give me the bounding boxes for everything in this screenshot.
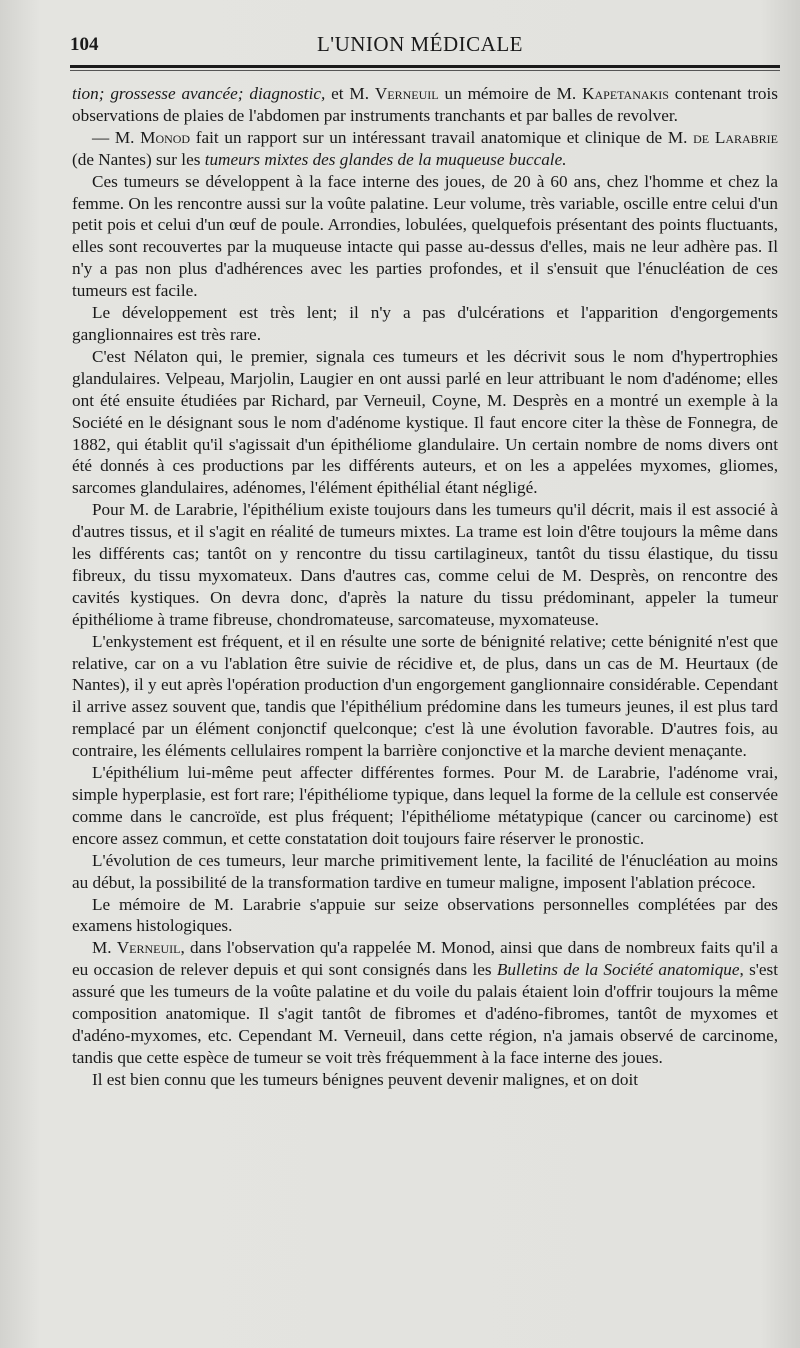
paragraph <box>72 1069 778 1091</box>
name-smallcaps: Verneuil <box>374 84 439 103</box>
text-run: fait un rapport sur un intéressant travail anatomique et clinique de M. <box>190 127 694 147</box>
paragraph <box>72 171 778 302</box>
paragraph <box>72 762 778 850</box>
paragraph <box>72 631 778 762</box>
name-smallcaps: Verneuil <box>116 938 181 958</box>
paragraph <box>72 83 778 127</box>
page-header <box>70 30 770 64</box>
text-run: M. <box>92 938 117 958</box>
header-rule-thin <box>70 70 780 71</box>
header-rule <box>70 65 780 68</box>
italic-text: tumeurs mixtes des glandes de la muqueuse buccale. <box>204 149 567 169</box>
paragraph <box>72 894 778 938</box>
italic-text: tion; grossesse avancée; diagnostic, <box>72 84 326 103</box>
text-run: , dans l'observation qu'a rappelée M. Monod, ainsi que dans de nombreux faits qu'il a eu occasion de relever depuis et qui sont consignés dans les <box>72 938 778 980</box>
text-run: L'enkystement est fréquent, et il en résulte une sorte de bénignité relative; cette bénignité n'est que relative, car on a vu l'ablation être suivie de récidive et, de plus, dans un cas de M. Heurtaux (de Nantes), il y eut après l'opération production d'un engorgement ganglionnaire considérable. Cependant il arrive assez souvent que, tandis que l'épithélium prédomine dans les tumeurs jeunes, il est plus tard remplacé par un élément conjonctif quelconque; c'est là une évolution favorable. D'autres fois, au contraire, les éléments cellulaires rompent la barrière conjonctive et la marche devient menaçante. <box>72 631 778 761</box>
name-smallcaps: Kapetanakis <box>582 84 669 103</box>
paragraph <box>72 850 778 894</box>
paragraph <box>72 499 778 630</box>
italic-text: Bulletins de la Société anatomique <box>496 960 740 980</box>
page-number: 104 <box>70 34 99 55</box>
text-run: contenant trois observations de plaies de l'abdomen par instruments tranchants et par balles de revolver. <box>72 84 778 125</box>
text-run: Il est bien connu que les tumeurs bénignes peuvent devenir malignes, et on doit <box>92 1069 639 1089</box>
text-run: Le mémoire de M. Larabrie s'appuie sur seize observations personnelles complétées par des examens histologiques. <box>72 894 778 936</box>
text-run: Ces tumeurs se développent à la face interne des joues, de 20 à 60 ans, chez l'homme et chez la femme. On les rencontre aussi sur la voûte palatine. Leur volume, très variable, oscille entre celui d'un petit pois et celui d'un œuf de poule. Arrondies, lobulées, quelquefois présentant des points fluctuants, elles sont recouvertes par la muqueuse intacte qui passe au-dessus d'elles, mais ne leur adhère pas. Il n'y a pas non plus d'adhérences avec les parties profondes, et il s'ensuit que l'énucléation de ces tumeurs est facile. <box>72 171 778 301</box>
text-run: et M. <box>325 84 375 103</box>
text-run: L'épithélium lui-même peut affecter différentes formes. Pour M. de Larabrie, l'adénome vrai, simple hyperplasie, est fort rare; l'épithéliome typique, dans lequel la forme de la cellule est conservée comme dans le cancroïde, est plus fréquent; l'épithéliome métatypique (cancer ou carcinome) est encore assez commun, et cette constatation doit toujours faire réserver le pronostic. <box>72 763 778 848</box>
body-text <box>72 83 778 1091</box>
name-smallcaps: Monod <box>140 127 191 147</box>
text-run: un mémoire de M. <box>438 84 583 103</box>
paragraph <box>72 302 778 346</box>
paragraph <box>72 937 778 1068</box>
text-run: , s'est assuré que les tumeurs de la voûte palatine et du voile du palais étaient loin d'offrir toujours la même composition anatomique. Il s'agit tantôt de fibromes et d'adéno-fibromes, tantôt de myxomes et d'adéno-myxomes, etc. Cependant M. Verneuil, dans cette région, n'a jamais observé de carcinome, tandis que cette espèce de tumeur se voit très fréquemment à la face interne des joues. <box>72 960 778 1067</box>
name-smallcaps: de Larabrie <box>693 127 778 147</box>
text-run: Le développement est très lent; il n'y a pas d'ulcérations et l'apparition d'engorgements ganglionnaires est très rare. <box>72 303 778 344</box>
text-run: C'est Nélaton qui, le premier, signala ces tumeurs et les décrivit sous le nom d'hypertrophies glandulaires. Velpeau, Marjolin, Laugier en ont aussi parlé en leur attribuant le nom d'adénome; elles ont été ensuite étudiées par Richard, par Verneuil, Coyne, M. Desprès en a montré un exemple à la Société en le désignant sous le nom d'adénome kystique. Il faut encore citer la thèse de Fonnegra, de 1882, qui établit qu'il s'agissait d'un épithéliome glandulaire. Un certain nombre de noms divers ont été donnés à ces productions par les différents auteurs, et on les a appelées myxomes, gliomes, sarcomes glandulaires, adénomes, l'élément épithélial étant négligé. <box>72 346 778 498</box>
text-run: L'évolution de ces tumeurs, leur marche primitivement lente, la facilité de l'énucléation au moins au début, la possibilité de la transformation tardive en tumeur maligne, imposent l'ablation précoce. <box>72 850 778 892</box>
text-run: Pour M. de Larabrie, l'épithélium existe toujours dans les tumeurs qu'il décrit, mais il est associé à d'autres tissus, et il s'agit en réalité de tumeurs mixtes. La trame est loin d'être toujours la même dans les différents cas; tantôt on y rencontre du tissu cartilagineux, tantôt du tissu élastique, du tissu fibreux, du tissu myxomateux. Dans d'autres cas, comme celui de M. Desprès, on rencontre des cavités kystiques. On devra donc, d'après la nature du tissu prédominant, appeler la tumeur épithéliome à trame fibreuse, chondromateuse, sarcomateuse, myxomateuse. <box>72 500 778 629</box>
text-run: — M. <box>92 127 141 147</box>
paragraph <box>72 127 778 171</box>
paragraph <box>72 346 778 499</box>
running-title: L'UNION MÉDICALE <box>316 32 523 56</box>
text-run: (de Nantes) sur les <box>72 149 205 169</box>
